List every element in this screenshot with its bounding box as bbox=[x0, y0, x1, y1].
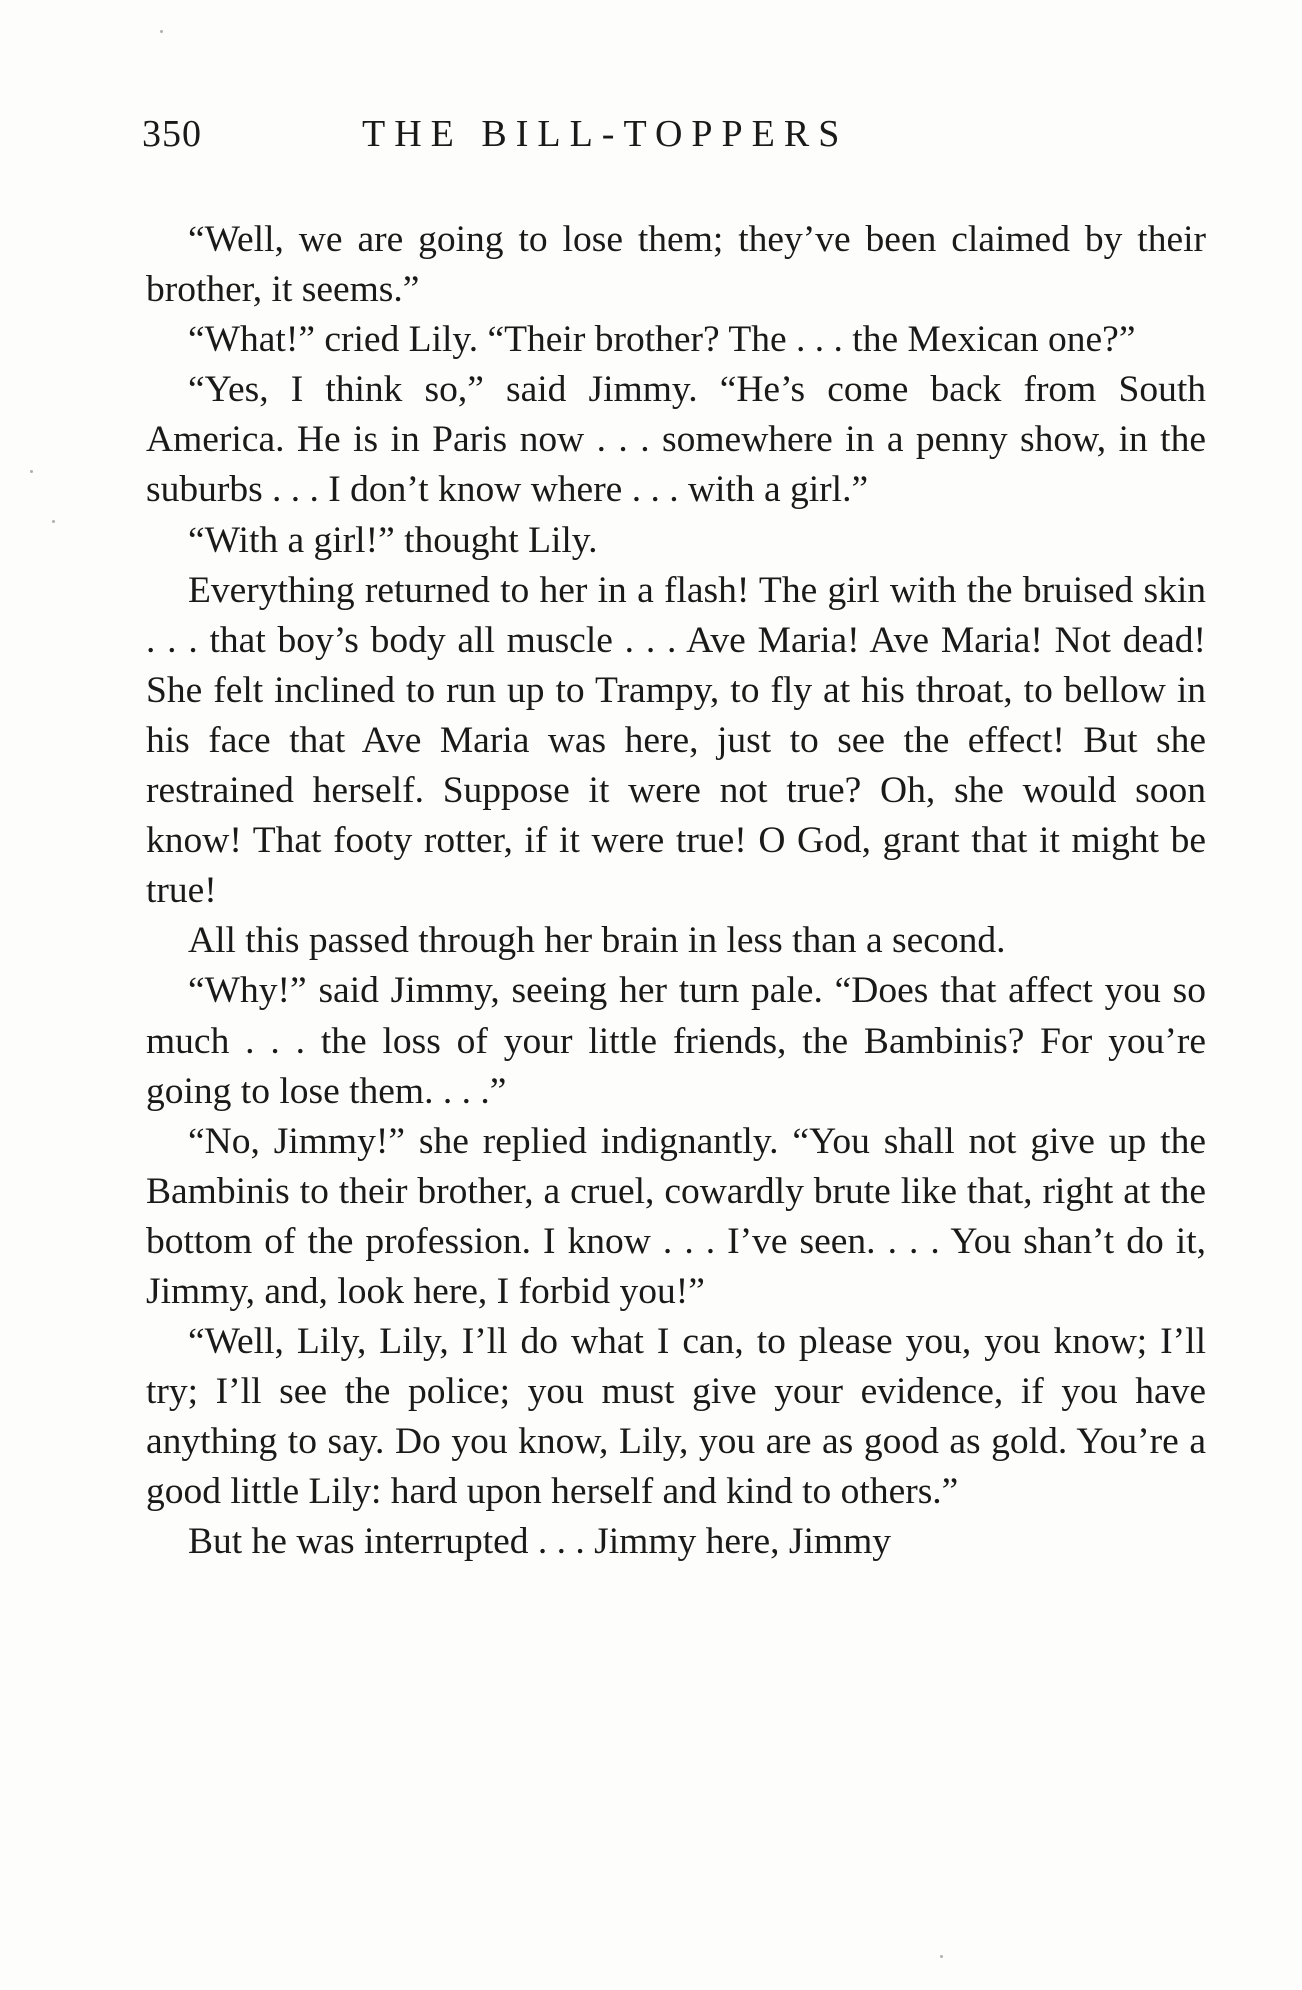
paragraph: “Well, Lily, Lily, I’ll do what I can, to please you, you know; I’ll try; I’ll see the police; you must give your evidence, if you have anything to say. Do you know, Lily, you are as good as gold. You’re a good little Lily: hard upon herself and kind to others.” bbox=[146, 1321, 1206, 1513]
paragraph: “Well, we are going to lose them; they’ve been claimed by their brother, it seems.” bbox=[146, 219, 1206, 311]
page-number: 350 bbox=[142, 113, 202, 155]
paragraph: But he was interrupted . . . Jimmy here, Jimmy bbox=[188, 1521, 892, 1563]
paragraph: “No, Jimmy!” she replied indignantly. “You shall not give up the Bambinis to their brother, a cruel, cowardly brute like that, right at the bottom of the profession. I know . . . I’ve seen. . . . You shan’t do it, Jimmy, and, look here, I forbid you!” bbox=[146, 1120, 1206, 1312]
paragraph: Everything returned to her in a flash! The girl with the bruised skin . . . that boy’s body all muscle . . . Ave Maria! Ave Maria! Not dead! She felt inclined to run up to Trampy, to fly at his throat, to bellow in his face that Ave Maria was here, just to see the effect! But she restrained herself. Suppose it were not true? Oh, she would soon know! That footy rotter, if it were true! O God, grant that it might be true! bbox=[146, 569, 1206, 912]
paragraph: “Yes, I think so,” said Jimmy. “He’s come back from South America. He is in Paris now . . . somewhere in a penny show, in the suburbs . . . I don’t know where . . . with a girl.” bbox=[146, 369, 1206, 511]
paragraph: All this passed through her brain in less than a second. bbox=[188, 920, 1006, 962]
paragraph: “Why!” said Jimmy, seeing her turn pale. “Does that affect you so much . . . the loss of your little friends, the Bambinis? For you’re going to lose them. . . .” bbox=[146, 970, 1206, 1112]
paper-speck bbox=[30, 470, 33, 473]
paragraph: “What!” cried Lily. “Their brother? The . . . the Mexican one?” bbox=[188, 319, 1136, 361]
page-header bbox=[142, 112, 1202, 172]
paper-speck bbox=[940, 1955, 943, 1958]
paragraph: “With a girl!” thought Lily. bbox=[188, 519, 598, 561]
paper-speck bbox=[52, 520, 55, 523]
body-text bbox=[146, 215, 1206, 1568]
paper-speck bbox=[160, 30, 163, 33]
running-title: THE BILL-TOPPERS bbox=[362, 113, 849, 155]
